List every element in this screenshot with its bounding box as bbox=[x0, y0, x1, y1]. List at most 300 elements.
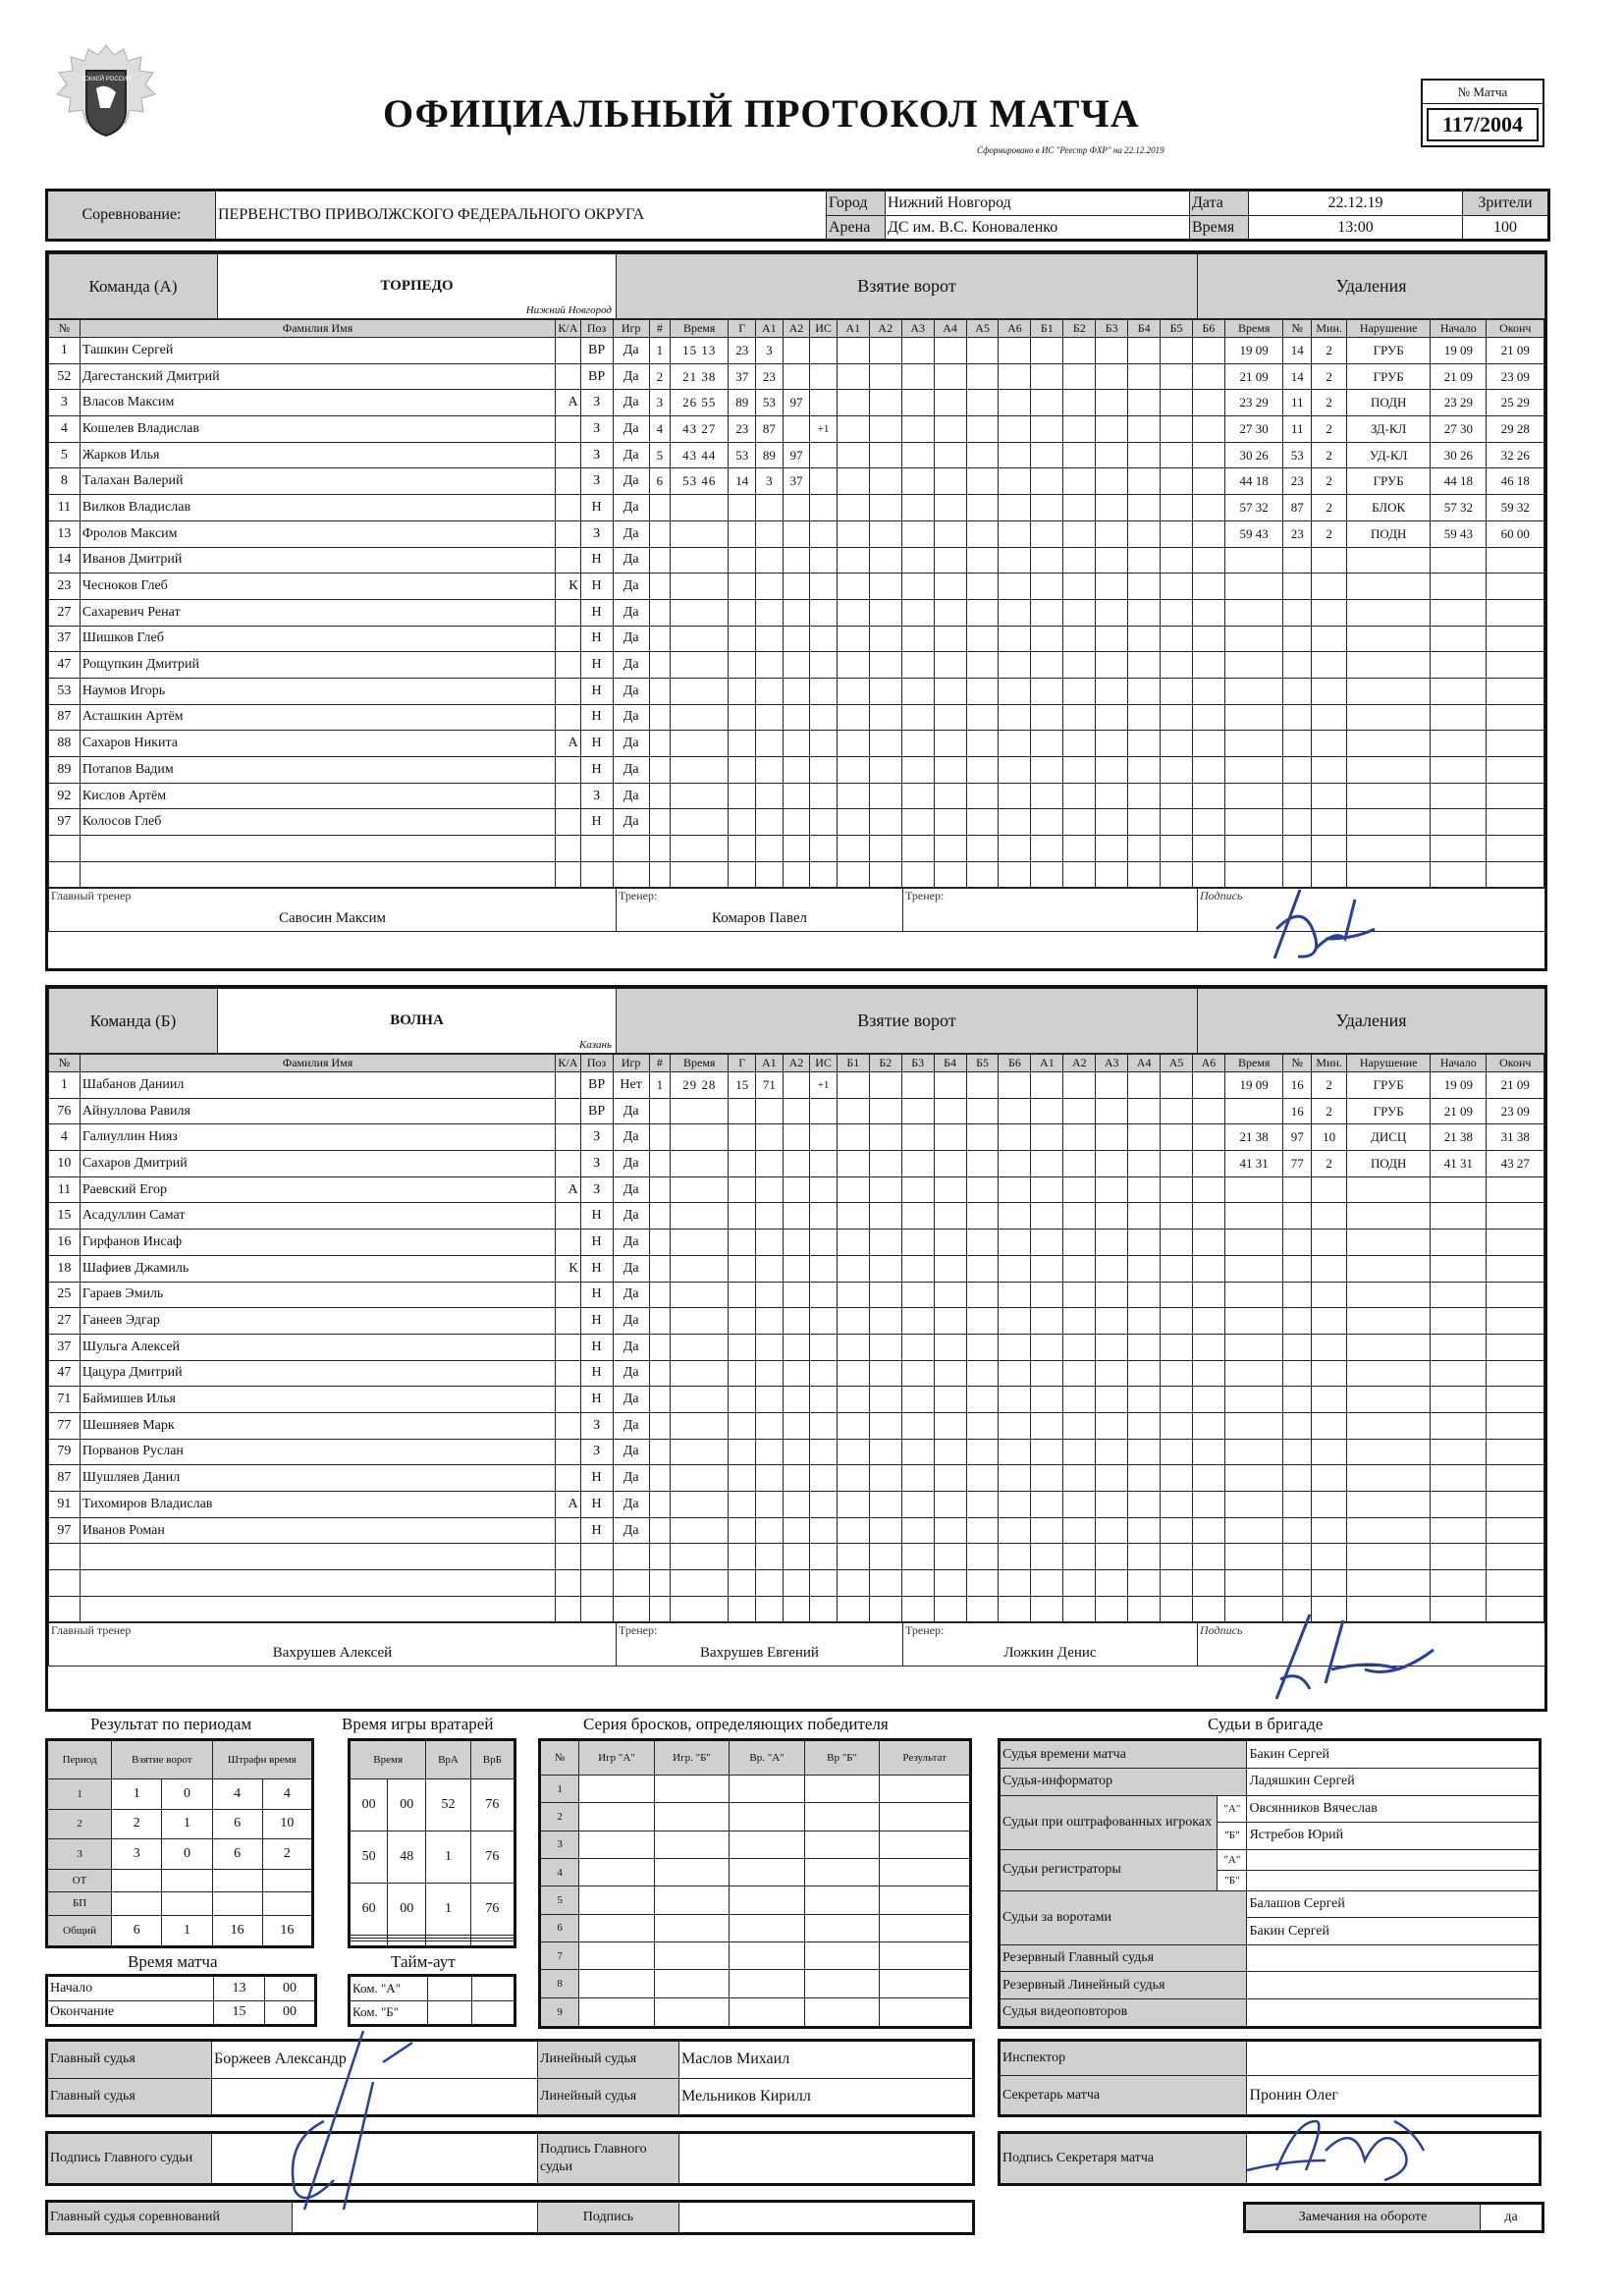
timeout-table bbox=[348, 1974, 516, 2027]
player-position: Н bbox=[580, 809, 613, 836]
shootout-index: 2 bbox=[540, 1803, 579, 1831]
player-name: Шешняев Марк bbox=[80, 1412, 555, 1439]
player-position: З bbox=[580, 520, 613, 547]
match-start-sec: 00 bbox=[265, 1976, 316, 2001]
player-role bbox=[556, 1124, 580, 1151]
shootout-header: Игр. "Б" bbox=[654, 1740, 730, 1776]
team-a-label: Команда (А) bbox=[49, 254, 218, 319]
player-role: А bbox=[556, 1176, 580, 1203]
city-label: Город bbox=[827, 191, 886, 216]
line-ref1-value: Маслов Михаил bbox=[679, 2041, 974, 2079]
team-a-section: Команда (А) ТОРПЕДО Нижний Новгород Взятие ворот Удаления № Фамилия Имя К/А Поз Игр # Время Г А1 А2 ИС А1 А2 А3 А4 А5 А6 Б1 Б2 Б3 Б4 Б5 Б6 Время № Мин. Нарушение Начало Оконч 1 Ташкин Сергей ВР Да 1 15 13 23 3 19 09 14 2 ГРУБ 19 09 21 09 52 Дагестанский Дмитрий ВР Да 2 21 38 37 23 21 09 14 2 ГРУБ 21 09 23 09 3 Власов Максим А З Да 3 26 55 89 53 97 23 29 11 2 ПОДН 23 29 25 29 4 Кошелев Владислав З Да 4 43 27 23 87 +1 27 30 11 2 ЗД-КЛ 27 30 29 28 5 Жарков Илья З Да 5 43 44 53 89 97 30 26 53 2 УД-КЛ 30 26 32 26 8 Талахан Валерий З Да 6 53 46 14 3 37 44 18 23 2 ГРУБ 44 18 46 18 11 Вилков Владислав Н Да 57 32 87 2 БЛОК 57 32 59 32 13 Фролов Максим З Да 59 43 23 2 ПОДН 59 43 60 00 14 Иванов Дмитрий Н Да 23 Чесноков Глеб К Н Да 27 Сахаревич Ренат Н Да 37 Шишков Глеб Н Да 47 Рощупкин Дмитрий Н Да 53 Наумов Игорь Н Да 87 Асташкин Артём Н Да 88 Сахаров Никита А Н Да 89 Потапов Вадим Н Да 92 Кислов Артём З Да 97 Колосов Глеб Н Да Главный тренер Савосин Максим Тренер: Комаров Павел Тренер: Подпись bbox=[45, 250, 1547, 971]
team-a-penalties-header: Удаления bbox=[1198, 254, 1545, 319]
player-role: А bbox=[556, 731, 580, 757]
player-name: Тихомиров Владислав bbox=[80, 1492, 555, 1518]
penalty-minutes: 2 bbox=[1312, 520, 1347, 547]
team-b-name: ВОЛНА bbox=[390, 1012, 444, 1028]
player-played: Да bbox=[613, 338, 649, 364]
gk-min: 00 bbox=[350, 1779, 388, 1831]
player-number: 14 bbox=[49, 547, 81, 574]
player-position: З bbox=[580, 1124, 613, 1151]
match-start-min: 13 bbox=[214, 1976, 265, 2001]
team-b-section: Команда (Б) ВОЛНА Казань Взятие ворот Удаления № Фамилия Имя К/А Поз Игр # Время Г А1 А2 ИС Б1 Б2 Б3 Б4 Б5 Б6 А1 А2 А3 А4 А5 А6 Время № Мин. Нарушение Начало Оконч 1 Шабанов Даниил ВР Нет 1 29 28 15 71 +1 19 09 16 2 ГРУБ 19 09 21 09 76 Айнуллова Равиля ВР Да 16 2 ГРУБ 21 09 23 09 4 Галиуллин Нияз З Да 21 38 97 10 ДИСЦ 21 38 31 38 10 Сахаров Дмитрий З Да 41 31 77 2 ПОДН 41 31 43 27 11 Раевский Егор А З Да 15 Асадуллин Самат Н Да 16 Гирфанов Инсаф Н Да 18 Шафиев Джамиль К Н Да 25 Гараев Эмиль Н Да 27 Ганеев Эдгар Н Да 37 Шульга Алексей Н Да 47 Цацура Дмитрий Н Да 71 Баймишев Илья Н Да 77 Шешняев Марк З Да 79 Порванов Руслан З Да 87 Шушляев Данил Н Да 91 Тихомиров Владислав А Н Да 97 Иванов Роман Н Да Главный тренер Вахрушев Алексей Тренер: Вахрушев Евгений Тренер: Ложкин Денис Подпись bbox=[45, 985, 1547, 1712]
player-number: 15 bbox=[49, 1203, 81, 1230]
penalty-player: 53 bbox=[1283, 442, 1312, 468]
team-a-head-coach-label: Главный тренер bbox=[51, 889, 132, 903]
penalty-end: 60 00 bbox=[1487, 520, 1544, 547]
gk-min: 50 bbox=[350, 1831, 388, 1883]
team-b-sign-label: Подпись bbox=[1200, 1623, 1243, 1638]
player-name: Гараев Эмиль bbox=[80, 1282, 555, 1308]
team-b-goals-header: Взятие ворот bbox=[617, 989, 1198, 1054]
penalty-violation: ГРУБ bbox=[1347, 1098, 1431, 1124]
team-b-row bbox=[49, 1230, 1544, 1256]
penalty-time: 21 38 bbox=[1224, 1124, 1282, 1151]
player-position: З bbox=[580, 416, 613, 443]
team-a-row bbox=[49, 783, 1544, 809]
team-a-row bbox=[49, 652, 1544, 679]
player-name bbox=[80, 1570, 555, 1597]
player-role bbox=[556, 1308, 580, 1335]
player-number: 1 bbox=[49, 338, 81, 364]
remarks-value: да bbox=[1481, 2204, 1543, 2232]
goal-index: 1 bbox=[649, 338, 670, 364]
goal-time: 43 27 bbox=[670, 416, 728, 443]
player-position: З bbox=[580, 1439, 613, 1465]
period-pim-b: 10 bbox=[262, 1809, 312, 1839]
pen-b-label: "Б" bbox=[1218, 1823, 1247, 1850]
player-name: Вилков Владислав bbox=[80, 495, 555, 521]
player-number: 91 bbox=[49, 1492, 81, 1518]
goal-index: 6 bbox=[649, 468, 670, 495]
goal-judge-1: Балашов Сергей bbox=[1247, 1890, 1541, 1918]
period-row bbox=[47, 1809, 313, 1839]
goal-assist2: 97 bbox=[783, 442, 810, 468]
gk-a-header: ВрА bbox=[426, 1740, 470, 1779]
period-goals-header: Взятие ворот bbox=[112, 1740, 212, 1779]
team-b-row bbox=[49, 1596, 1544, 1622]
penalty-start: 21 09 bbox=[1431, 1098, 1487, 1124]
penalty-minutes: 2 bbox=[1312, 363, 1347, 390]
period-pim-a: 4 bbox=[212, 1779, 262, 1810]
player-role bbox=[556, 783, 580, 809]
team-b-row bbox=[49, 1544, 1544, 1570]
period-goals-a: 1 bbox=[112, 1779, 162, 1810]
penalty-time: 23 29 bbox=[1224, 390, 1282, 416]
shootout-row bbox=[540, 1941, 971, 1969]
reg-b-label: "Б" bbox=[1218, 1870, 1247, 1890]
player-position: Н bbox=[580, 574, 613, 600]
goal-scorer: 89 bbox=[729, 390, 756, 416]
period-goals-b: 1 bbox=[162, 1915, 212, 1946]
player-position: З bbox=[580, 390, 613, 416]
match-end-min: 15 bbox=[214, 2000, 265, 2026]
player-name bbox=[80, 1544, 555, 1570]
player-name: Порванов Руслан bbox=[80, 1439, 555, 1465]
goal-time: 53 46 bbox=[670, 468, 728, 495]
penalty-violation: ПОДН bbox=[1347, 520, 1431, 547]
player-number: 18 bbox=[49, 1255, 81, 1282]
player-number: 11 bbox=[49, 495, 81, 521]
period-pim-a: 6 bbox=[212, 1809, 262, 1839]
team-b-coach2-label: Тренер: bbox=[905, 1623, 945, 1638]
period-row bbox=[47, 1915, 313, 1946]
player-position bbox=[580, 1570, 613, 1597]
player-role: А bbox=[556, 390, 580, 416]
signatures-table bbox=[45, 2131, 975, 2186]
penalty-end: 32 26 bbox=[1487, 442, 1544, 468]
penalty-time bbox=[1224, 1098, 1282, 1124]
penalty-violation: БЛОК bbox=[1347, 495, 1431, 521]
player-played bbox=[613, 1596, 649, 1622]
timeout-a-label: Ком. "А" bbox=[350, 1976, 428, 2001]
comp-referee-table bbox=[45, 2200, 975, 2235]
gk-row bbox=[350, 1941, 515, 1946]
goal-index: 2 bbox=[649, 363, 670, 390]
team-a-row bbox=[49, 626, 1544, 652]
period-pim-header: Штрафн время bbox=[212, 1740, 312, 1779]
team-b-row bbox=[49, 1570, 1544, 1597]
team-a-row bbox=[49, 809, 1544, 836]
spectators-label: Зрители bbox=[1463, 191, 1549, 216]
referees-table bbox=[998, 1738, 1542, 2029]
player-position: Н bbox=[580, 1492, 613, 1518]
player-number: 97 bbox=[49, 1517, 81, 1544]
referees-title: Судьи в бригаде bbox=[1208, 1715, 1324, 1733]
gk-sec: 48 bbox=[388, 1831, 426, 1883]
player-number: 27 bbox=[49, 599, 81, 626]
penalty-minutes: 2 bbox=[1312, 390, 1347, 416]
player-role bbox=[556, 1596, 580, 1622]
penalty-player: 14 bbox=[1283, 363, 1312, 390]
inspector-label: Инспектор bbox=[1000, 2041, 1247, 2076]
team-a-row bbox=[49, 390, 1544, 416]
goal-scorer: 23 bbox=[729, 338, 756, 364]
player-role bbox=[556, 1412, 580, 1439]
player-played: Да bbox=[613, 1492, 649, 1518]
period-goals-b: 0 bbox=[162, 1779, 212, 1810]
player-position: Н bbox=[580, 1308, 613, 1335]
goal-time: 15 13 bbox=[670, 338, 728, 364]
goal-time: 43 44 bbox=[670, 442, 728, 468]
period-pim-a bbox=[212, 1892, 262, 1915]
team-b-row bbox=[49, 1334, 1544, 1360]
player-role bbox=[556, 442, 580, 468]
team-a-sign-label: Подпись bbox=[1200, 889, 1243, 903]
player-role bbox=[556, 809, 580, 836]
gk-min bbox=[350, 1941, 388, 1946]
player-role bbox=[556, 1387, 580, 1413]
gk-a: 52 bbox=[426, 1779, 470, 1831]
team-a-row bbox=[49, 757, 1544, 784]
penalty-start: 23 29 bbox=[1431, 390, 1487, 416]
gk-a: 1 bbox=[426, 1883, 470, 1935]
goal-situation bbox=[810, 338, 838, 364]
player-played: Да bbox=[613, 599, 649, 626]
player-position: ВР bbox=[580, 1072, 613, 1099]
secretary-sign-table bbox=[998, 2131, 1542, 2186]
penalty-minutes: 2 bbox=[1312, 1098, 1347, 1124]
shootout-row bbox=[540, 1997, 971, 2028]
arena-value: ДС им. В.С. Коноваленко bbox=[886, 216, 1190, 241]
penalty-minutes: 2 bbox=[1312, 416, 1347, 443]
period-pim-a: 6 bbox=[212, 1839, 262, 1870]
competition-name: ПЕРВЕНСТВО ПРИВОЛЖСКОГО ФЕДЕРАЛЬНОГО ОКРУГА bbox=[216, 191, 827, 241]
penalty-start: 21 38 bbox=[1431, 1124, 1487, 1151]
remarks-label: Замечания на обороте bbox=[1245, 2204, 1481, 2232]
shootout-row bbox=[540, 1886, 971, 1914]
player-role bbox=[556, 338, 580, 364]
team-a-city: Нижний Новгород bbox=[525, 304, 612, 316]
player-role bbox=[556, 520, 580, 547]
team-a-goals-header: Взятие ворот bbox=[617, 254, 1198, 319]
team-b-row bbox=[49, 1098, 1544, 1124]
match-time-table bbox=[45, 1974, 317, 2027]
penalty-time: 27 30 bbox=[1224, 416, 1282, 443]
player-played: Да bbox=[613, 1151, 649, 1177]
penalty-start: 41 31 bbox=[1431, 1151, 1487, 1177]
gk-b-header: ВрБ bbox=[470, 1740, 514, 1779]
player-number: 79 bbox=[49, 1439, 81, 1465]
player-name: Иванов Дмитрий bbox=[80, 547, 555, 574]
penalty-player: 23 bbox=[1283, 468, 1312, 495]
player-position: Н bbox=[580, 1360, 613, 1387]
goal-situation: +1 bbox=[810, 1072, 838, 1099]
penalty-start: 30 26 bbox=[1431, 442, 1487, 468]
period-goals-b bbox=[162, 1869, 212, 1891]
player-number: 89 bbox=[49, 757, 81, 784]
player-played: Да bbox=[613, 547, 649, 574]
goal-index: 5 bbox=[649, 442, 670, 468]
player-position: Н bbox=[580, 1465, 613, 1492]
player-role bbox=[556, 757, 580, 784]
team-b-row bbox=[49, 1255, 1544, 1282]
player-number bbox=[49, 1596, 81, 1622]
player-name: Сахаров Дмитрий bbox=[80, 1151, 555, 1177]
penalty-player: 11 bbox=[1283, 390, 1312, 416]
shootout-title: Серия бросков, определяющих победителя bbox=[583, 1715, 889, 1733]
goal-assist1: 23 bbox=[756, 363, 784, 390]
player-name: Шушляев Данил bbox=[80, 1465, 555, 1492]
player-name: Иванов Роман bbox=[80, 1517, 555, 1544]
goal-time: 26 55 bbox=[670, 390, 728, 416]
player-name: Сахаревич Ренат bbox=[80, 599, 555, 626]
shootout-row bbox=[540, 1776, 971, 1803]
player-name: Асташкин Артём bbox=[80, 704, 555, 731]
player-played: Да bbox=[613, 1255, 649, 1282]
player-played bbox=[613, 836, 649, 862]
player-position bbox=[580, 861, 613, 888]
player-role bbox=[556, 1570, 580, 1597]
gk-b: 76 bbox=[470, 1831, 514, 1883]
penalty-end: 31 38 bbox=[1487, 1124, 1544, 1151]
player-name: Айнуллова Равиля bbox=[80, 1098, 555, 1124]
main-ref1-label: Главный судья bbox=[47, 2041, 212, 2079]
player-number: 25 bbox=[49, 1282, 81, 1308]
player-played: Да bbox=[613, 574, 649, 600]
goal-scorer: 15 bbox=[729, 1072, 756, 1099]
team-a-name-cell bbox=[218, 254, 617, 319]
penalty-time: 19 09 bbox=[1224, 1072, 1282, 1099]
team-a-row bbox=[49, 861, 1544, 888]
sign-main2-label: Подпись Главного судьи bbox=[538, 2133, 679, 2185]
gk-sec: 00 bbox=[388, 1779, 426, 1831]
team-b-coach1-label: Тренер: bbox=[619, 1623, 658, 1638]
timeout-title: Тайм-аут bbox=[391, 1952, 456, 1971]
timeout-b-label: Ком. "Б" bbox=[350, 2000, 428, 2026]
gk-sec bbox=[388, 1941, 426, 1946]
shootout-row bbox=[540, 1803, 971, 1831]
player-played: Да bbox=[613, 783, 649, 809]
player-number: 47 bbox=[49, 652, 81, 679]
player-position: З bbox=[580, 468, 613, 495]
player-name bbox=[80, 836, 555, 862]
period-goals-a bbox=[112, 1869, 162, 1891]
player-name: Шабанов Даниил bbox=[80, 1072, 555, 1099]
period-goals-a: 6 bbox=[112, 1915, 162, 1946]
player-played: Да bbox=[613, 1360, 649, 1387]
team-a-row bbox=[49, 495, 1544, 521]
remarks-table bbox=[1243, 2202, 1544, 2233]
goal-assist1: 3 bbox=[756, 468, 784, 495]
period-goals-a: 3 bbox=[112, 1839, 162, 1870]
player-position: ВР bbox=[580, 363, 613, 390]
goal-assist2 bbox=[783, 1072, 810, 1099]
player-played: Да bbox=[613, 757, 649, 784]
team-a-coach2 bbox=[905, 902, 1195, 919]
shootout-header: Результат bbox=[880, 1740, 971, 1776]
player-name: Власов Максим bbox=[80, 390, 555, 416]
goal-scorer: 14 bbox=[729, 468, 756, 495]
player-number: 87 bbox=[49, 704, 81, 731]
goal-situation bbox=[810, 363, 838, 390]
player-name: Фролов Максим bbox=[80, 520, 555, 547]
team-b-label: Команда (Б) bbox=[49, 989, 218, 1054]
player-number: 4 bbox=[49, 416, 81, 443]
player-position bbox=[580, 1544, 613, 1570]
reg-a-label: "А" bbox=[1218, 1849, 1247, 1870]
player-role bbox=[556, 1072, 580, 1099]
period-row bbox=[47, 1892, 313, 1915]
shootout-index: 9 bbox=[540, 1997, 579, 2028]
penalty-time: 30 26 bbox=[1224, 442, 1282, 468]
player-name: Кислов Артём bbox=[80, 783, 555, 809]
period-pim-b: 2 bbox=[262, 1839, 312, 1870]
player-played: Да bbox=[613, 520, 649, 547]
penalty-time: 44 18 bbox=[1224, 468, 1282, 495]
team-a-row bbox=[49, 520, 1544, 547]
penalty-player: 97 bbox=[1283, 1124, 1312, 1151]
player-number: 37 bbox=[49, 1334, 81, 1360]
penalty-time: 59 43 bbox=[1224, 520, 1282, 547]
shootout-row bbox=[540, 1858, 971, 1886]
player-role bbox=[556, 1439, 580, 1465]
player-number: 87 bbox=[49, 1465, 81, 1492]
main-ref2-label: Главный судья bbox=[47, 2078, 212, 2116]
player-name: Жарков Илья bbox=[80, 442, 555, 468]
penalty-start: 27 30 bbox=[1431, 416, 1487, 443]
goal-assist1: 53 bbox=[756, 390, 784, 416]
player-name: Дагестанский Дмитрий bbox=[80, 363, 555, 390]
player-played: Да bbox=[613, 363, 649, 390]
player-played: Да bbox=[613, 1176, 649, 1203]
team-a-row bbox=[49, 338, 1544, 364]
player-name: Наумов Игорь bbox=[80, 678, 555, 704]
player-played: Да bbox=[613, 809, 649, 836]
match-end-label: Окончание bbox=[47, 2000, 214, 2026]
date-value: 22.12.19 bbox=[1249, 191, 1463, 216]
team-b-name-cell bbox=[218, 989, 617, 1054]
time-label: Время bbox=[1190, 216, 1249, 241]
player-name bbox=[80, 861, 555, 888]
goal-assist2: 97 bbox=[783, 390, 810, 416]
player-role bbox=[556, 1465, 580, 1492]
penalty-time: 19 09 bbox=[1224, 338, 1282, 364]
player-name: Раевский Егор bbox=[80, 1176, 555, 1203]
player-position: Н bbox=[580, 1517, 613, 1544]
team-b-row bbox=[49, 1412, 1544, 1439]
gk-a bbox=[426, 1941, 470, 1946]
period-name: 2 bbox=[47, 1809, 112, 1839]
goal-situation bbox=[810, 390, 838, 416]
time-value: 13:00 bbox=[1249, 216, 1463, 241]
page-subtitle: Сформировано в ИС "Реестр ФХР" на 22.12.2019 bbox=[977, 145, 1164, 155]
team-a-row bbox=[49, 836, 1544, 862]
timekeeper-label: Судья времени матча bbox=[1000, 1740, 1247, 1769]
penalty-violation: ГРУБ bbox=[1347, 338, 1431, 364]
period-row bbox=[47, 1779, 313, 1810]
shootout-index: 3 bbox=[540, 1831, 579, 1858]
team-a-row bbox=[49, 468, 1544, 495]
player-number: 5 bbox=[49, 442, 81, 468]
penalty-minutes: 2 bbox=[1312, 442, 1347, 468]
team-b-row bbox=[49, 1387, 1544, 1413]
team-b-coach2: Ложкин Денис bbox=[1003, 1645, 1097, 1662]
player-role bbox=[556, 1544, 580, 1570]
player-played: Да bbox=[613, 1124, 649, 1151]
player-number: 23 bbox=[49, 574, 81, 600]
shootout-index: 7 bbox=[540, 1941, 579, 1969]
player-number: 97 bbox=[49, 809, 81, 836]
player-number: 13 bbox=[49, 520, 81, 547]
goal-index: 1 bbox=[649, 1072, 670, 1099]
team-a-coach2-label: Тренер: bbox=[905, 889, 945, 903]
player-position: ВР bbox=[580, 338, 613, 364]
arena-label: Арена bbox=[827, 216, 886, 241]
player-role: К bbox=[556, 1255, 580, 1282]
team-a-row bbox=[49, 416, 1544, 443]
goal-time: 21 38 bbox=[670, 363, 728, 390]
shootout-header: № bbox=[540, 1740, 579, 1776]
player-played: Да bbox=[613, 1203, 649, 1230]
goal-scorer: 53 bbox=[729, 442, 756, 468]
match-start-label: Начало bbox=[47, 1976, 214, 2001]
pen-a-value: Овсянников Вячеслав bbox=[1247, 1795, 1541, 1823]
goal-judges-label: Судьи за воротами bbox=[1000, 1890, 1247, 1944]
penalty-minutes: 10 bbox=[1312, 1124, 1347, 1151]
player-role bbox=[556, 1517, 580, 1544]
penalty-end: 59 32 bbox=[1487, 495, 1544, 521]
match-info-table bbox=[45, 189, 1550, 242]
team-b-row bbox=[49, 1203, 1544, 1230]
penalty-violation: ГРУБ bbox=[1347, 1072, 1431, 1099]
penalty-start: 59 43 bbox=[1431, 520, 1487, 547]
period-goals-a bbox=[112, 1892, 162, 1915]
player-number: 16 bbox=[49, 1230, 81, 1256]
player-role bbox=[556, 1151, 580, 1177]
player-number: 8 bbox=[49, 468, 81, 495]
player-position: З bbox=[580, 1176, 613, 1203]
